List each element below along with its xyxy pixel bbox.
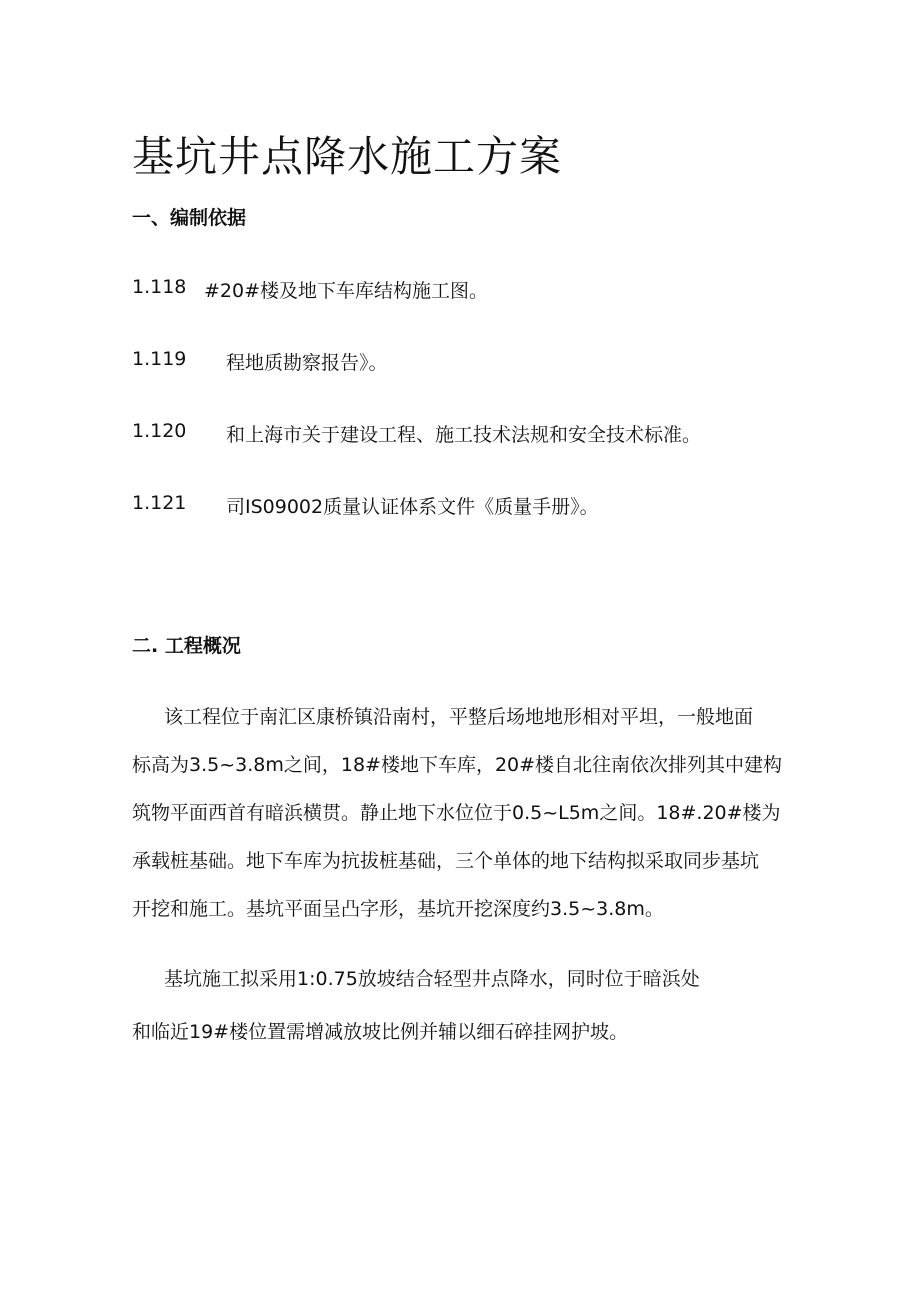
list-item-text: 司IS09002质量认证体系文件《质量手册》。 bbox=[226, 496, 599, 518]
paragraph-line: 和临近19#楼位置需增减放坡比例并辅以细石碎挂网护坡。 bbox=[132, 1021, 629, 1043]
paragraph-line: 基坑施工拟采用1:0.75放坡结合轻型井点降水，同时位于暗浜处 bbox=[164, 968, 700, 990]
paragraph-line: 该工程位于南汇区康桥镇沿南村，平整后场地地形相对平坦，一般地面 bbox=[164, 706, 754, 728]
paragraph-line: 标高为3.5~3.8m之间，18#楼地下车库，20#楼自北往南依次排列其中建构 bbox=[132, 754, 783, 776]
section-heading-basis: 一、编制依据 bbox=[132, 207, 247, 229]
list-item-number: 1.120 bbox=[132, 420, 187, 442]
paragraph-line: 筑物平面西首有暗浜横贯。静止地下水位位于0.5~L5m之间。18#.20#楼为 bbox=[132, 802, 781, 824]
section-heading-overview: 二. 工程概况 bbox=[132, 635, 241, 657]
paragraph-line: 承载桩基础。地下车库为抗拔桩基础，三个单体的地下结构拟采取同步基坑 bbox=[132, 850, 760, 872]
list-item-text: 和上海市关于建设工程、施工技术法规和安全技术标准。 bbox=[226, 424, 702, 446]
list-item-text: #20#楼及地下车库结构施工图。 bbox=[204, 280, 489, 302]
page-title: 基坑井点降水施工方案 bbox=[132, 132, 563, 181]
list-item-number: 1.119 bbox=[132, 348, 187, 370]
list-item-number: 1.121 bbox=[132, 492, 187, 514]
list-item-text: 程地质勘察报告》。 bbox=[226, 352, 388, 374]
list-item-number: 1.118 bbox=[132, 276, 187, 298]
paragraph-line: 开挖和施工。基坑平面呈凸字形，基坑开挖深度约3.5~3.8m。 bbox=[132, 898, 664, 920]
